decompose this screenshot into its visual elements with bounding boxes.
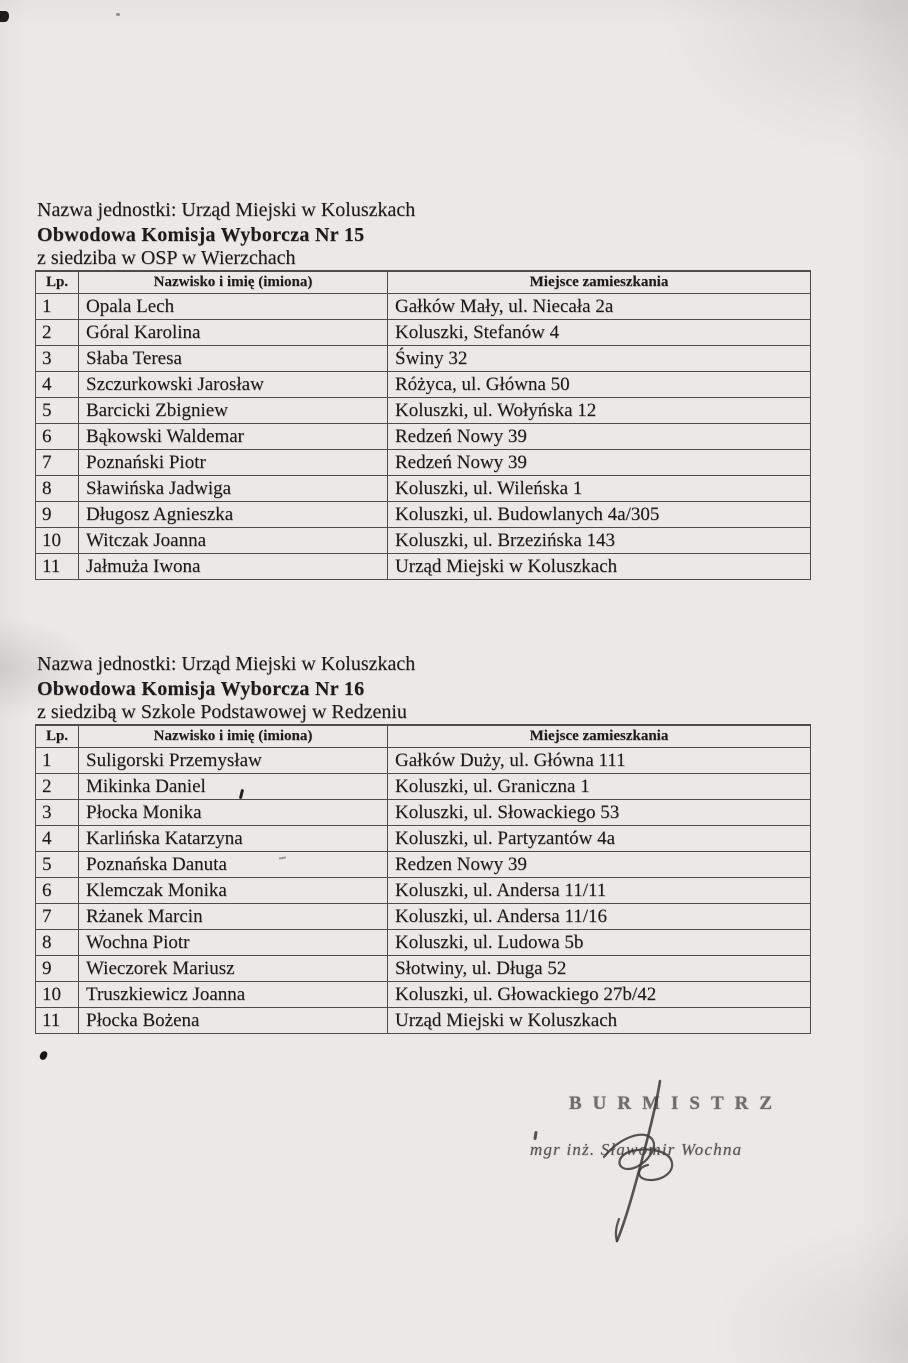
table-cell: 8 xyxy=(36,476,79,502)
table-cell: Bąkowski Waldemar xyxy=(79,424,388,450)
table-row xyxy=(36,800,811,826)
table-cell: Redzeń Nowy 39 xyxy=(388,450,811,476)
table-row xyxy=(36,826,811,852)
table-cell: 11 xyxy=(36,1008,79,1034)
table-cell: Koluszki, ul. Brzezińska 143 xyxy=(388,528,811,554)
table-cell: Koluszki, ul. Partyzantów 4a xyxy=(388,826,811,852)
mayor-stamp-title: BURMISTRZ xyxy=(568,1093,784,1114)
table-row xyxy=(36,1008,811,1034)
table-cell: 3 xyxy=(36,346,79,372)
table-cell: 4 xyxy=(36,826,79,852)
commission-title: Obwodowa Komisja Wyborcza Nr 16 xyxy=(37,678,365,700)
table-cell: Barcicki Zbigniew xyxy=(79,398,388,424)
table-cell: Poznański Piotr xyxy=(79,450,388,476)
table-cell: 7 xyxy=(36,904,79,930)
ink-dot-artifact xyxy=(39,1050,48,1061)
table-cell: 5 xyxy=(36,852,79,878)
table-cell: Truszkiewicz Joanna xyxy=(79,982,388,1008)
table-cell: 4 xyxy=(36,372,79,398)
table-cell: Koluszki, Stefanów 4 xyxy=(388,320,811,346)
table-cell: Koluszki, ul. Graniczna 1 xyxy=(388,774,811,800)
table-cell: Koluszki, ul. Ludowa 5b xyxy=(388,930,811,956)
table-row xyxy=(36,476,811,502)
table-cell: Urząd Miejski w Koluszkach xyxy=(388,554,811,580)
table-cell: Koluszki, ul. Słowackiego 53 xyxy=(388,800,811,826)
table-cell: Karlińska Katarzyna xyxy=(79,826,388,852)
table-cell: Koluszki, ul. Wołyńska 12 xyxy=(388,398,811,424)
table-cell: Gałków Duży, ul. Główna 111 xyxy=(388,748,811,774)
table-cell: 3 xyxy=(36,800,79,826)
table-cell: 2 xyxy=(36,774,79,800)
table-cell: Słotwiny, ul. Długa 52 xyxy=(388,956,811,982)
table-cell: Koluszki, ul. Głowackiego 27b/42 xyxy=(388,982,811,1008)
table-cell: 6 xyxy=(36,878,79,904)
commission-title: Obwodowa Komisja Wyborcza Nr 15 xyxy=(37,224,365,246)
table-cell: 11 xyxy=(36,554,79,580)
table-cell: 1 xyxy=(36,294,79,320)
table-row xyxy=(36,528,811,554)
table-cell: 8 xyxy=(36,930,79,956)
table-cell: Sławińska Jadwiga xyxy=(79,476,388,502)
table-cell: 2 xyxy=(36,320,79,346)
table-row xyxy=(36,956,811,982)
scan-edge-artifact xyxy=(0,11,9,22)
commission-section-16 xyxy=(35,652,811,1034)
table-cell: Koluszki, ul. Andersa 11/16 xyxy=(388,904,811,930)
table-row xyxy=(36,554,811,580)
table-cell: 9 xyxy=(36,956,79,982)
table-cell: Mikinka Daniel xyxy=(79,774,388,800)
table-cell: 9 xyxy=(36,502,79,528)
column-header: Lp. xyxy=(36,725,79,748)
table-row xyxy=(36,398,811,424)
table-row xyxy=(36,982,811,1008)
table-cell: Suligorski Przemysław xyxy=(79,748,388,774)
seat-line: z siedzibą w Szkole Podstawowej w Redzeniu xyxy=(37,701,407,723)
table-cell: Płocka Monika xyxy=(79,800,388,826)
table-row xyxy=(36,294,811,320)
table-header-row xyxy=(36,271,811,294)
unit-name-line: Nazwa jednostki: Urząd Miejski w Koluszkach xyxy=(37,199,416,221)
table-cell: Redzeń Nowy 39 xyxy=(388,424,811,450)
table-cell: Długosz Agnieszka xyxy=(79,502,388,528)
table-row xyxy=(36,502,811,528)
table-row xyxy=(36,346,811,372)
commission-section-15 xyxy=(35,198,811,580)
table-row xyxy=(36,748,811,774)
table-cell: Urząd Miejski w Koluszkach xyxy=(388,1008,811,1034)
members-table-15 xyxy=(35,270,811,580)
table-cell: Gałków Mały, ul. Niecała 2a xyxy=(388,294,811,320)
table-cell: Poznańska Danuta xyxy=(79,852,388,878)
table-row xyxy=(36,424,811,450)
table-cell: 6 xyxy=(36,424,79,450)
seat-line: z siedziba w OSP w Wierzchach xyxy=(37,247,296,269)
table-cell: Wieczorek Mariusz xyxy=(79,956,388,982)
table-cell: 7 xyxy=(36,450,79,476)
table-row xyxy=(36,774,811,800)
unit-name-line: Nazwa jednostki: Urząd Miejski w Koluszkach xyxy=(37,653,416,675)
table-row xyxy=(36,930,811,956)
table-row xyxy=(36,904,811,930)
column-header: Miejsce zamieszkania xyxy=(388,271,811,294)
table-row xyxy=(36,878,811,904)
table-cell: 1 xyxy=(36,748,79,774)
column-header: Miejsce zamieszkania xyxy=(388,725,811,748)
table-cell: Różyca, ul. Główna 50 xyxy=(388,372,811,398)
table-cell: Wochna Piotr xyxy=(79,930,388,956)
table-cell: Jałmuża Iwona xyxy=(79,554,388,580)
column-header: Nazwisko i imię (imiona) xyxy=(79,725,388,748)
table-row xyxy=(36,852,811,878)
table-cell: 10 xyxy=(36,982,79,1008)
table-header-row xyxy=(36,725,811,748)
table-cell: Koluszki, ul. Budowlanych 4a/305 xyxy=(388,502,811,528)
table-cell: Koluszki, ul. Wileńska 1 xyxy=(388,476,811,502)
table-cell: Rżanek Marcin xyxy=(79,904,388,930)
column-header: Lp. xyxy=(36,271,79,294)
table-cell: Opala Lech xyxy=(79,294,388,320)
mayor-stamp-name: mgr inż. Sławomir Wochna xyxy=(530,1140,743,1159)
signature-block xyxy=(528,1093,818,1263)
table-cell: 5 xyxy=(36,398,79,424)
table-cell: 10 xyxy=(36,528,79,554)
column-header: Nazwisko i imię (imiona) xyxy=(79,271,388,294)
table-cell: Witczak Joanna xyxy=(79,528,388,554)
table-row xyxy=(36,372,811,398)
table-cell: Koluszki, ul. Andersa 11/11 xyxy=(388,878,811,904)
members-table-16 xyxy=(35,724,811,1034)
table-row xyxy=(36,320,811,346)
table-cell: Słaba Teresa xyxy=(79,346,388,372)
table-cell: Redzen Nowy 39 xyxy=(388,852,811,878)
table-row xyxy=(36,450,811,476)
table-cell: Góral Karolina xyxy=(79,320,388,346)
table-cell: Świny 32 xyxy=(388,346,811,372)
scan-speck-artifact xyxy=(116,13,120,16)
table-cell: Szczurkowski Jarosław xyxy=(79,372,388,398)
table-cell: Klemczak Monika xyxy=(79,878,388,904)
table-cell: Płocka Bożena xyxy=(79,1008,388,1034)
